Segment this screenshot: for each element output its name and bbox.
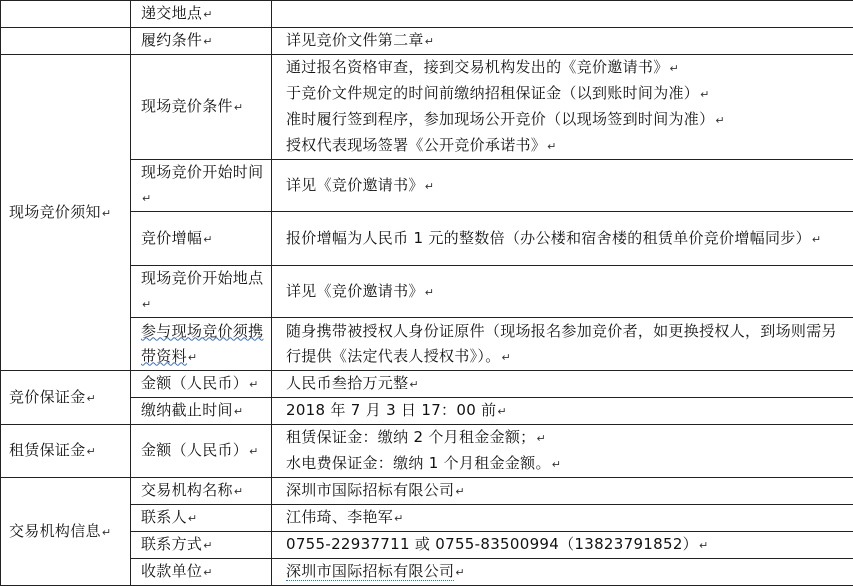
paragraph-mark-icon: ↵ (233, 485, 244, 498)
label-cell (131, 371, 272, 398)
paragraph-mark-icon: ↵ (424, 285, 435, 299)
paragraph-mark-icon: ↵ (101, 525, 112, 539)
paragraph-mark-icon: ↵ (101, 206, 112, 220)
paragraph-mark-icon: ↵ (142, 298, 152, 311)
label-cell (131, 505, 272, 532)
paragraph-mark-icon: ↵ (86, 391, 97, 405)
label-cell (131, 212, 272, 266)
paragraph-mark-icon: ↵ (551, 458, 562, 471)
value-cell (272, 532, 853, 559)
paragraph-mark-icon: ↵ (698, 539, 709, 552)
section-cell-empty (1, 28, 131, 55)
section-cell-onsite (1, 55, 131, 371)
table-row (1, 1, 853, 28)
paragraph-mark-icon: ↵ (700, 88, 710, 101)
bid-deadline-value: 2018 年 7 月 3 日 17：00 前 (286, 401, 497, 419)
bid-deadline-label: 缴纳截止时间 (141, 401, 233, 419)
lease-amount-label: 金额（人民币） (141, 441, 249, 459)
label-cell (131, 532, 272, 559)
paragraph-mark-icon: ↵ (394, 512, 404, 525)
paragraph-mark-icon: ↵ (203, 35, 213, 48)
start-time-label: 现场竞价开始时间 (141, 163, 264, 181)
paragraph-mark-icon: ↵ (669, 62, 680, 75)
paragraph-mark-icon: ↵ (142, 192, 152, 205)
performance-label: 履约条件 (141, 31, 203, 49)
value-cell (272, 1, 853, 28)
table-row (1, 371, 853, 398)
section-cell-empty (1, 1, 131, 28)
phone-label: 联系方式 (141, 535, 203, 553)
submit-location-label: 递交地点 (141, 4, 203, 22)
label-cell (131, 318, 272, 371)
start-location-value: 详见《竞价邀请书》 (286, 281, 424, 300)
bid-amount-label: 金额（人民币） (141, 374, 249, 392)
condition-line: 于竞价文件规定的时间前缴纳招租保证金（以到账时间为准）↵ (286, 84, 710, 102)
paragraph-mark-icon: ↵ (187, 350, 198, 364)
table-row (1, 55, 853, 160)
value-cell (272, 28, 853, 55)
paragraph-mark-icon: ↵ (501, 350, 512, 364)
section-cell-agency (1, 478, 131, 586)
paragraph-mark-icon: ↵ (811, 232, 822, 246)
value-cell (272, 371, 853, 398)
start-location-label: 现场竞价开始地点 (141, 269, 264, 287)
table-row (1, 478, 853, 505)
contacts-label: 联系人 (141, 508, 187, 526)
paragraph-mark-icon: ↵ (409, 378, 419, 391)
value-cell (272, 212, 853, 266)
paragraph-mark-icon: ↵ (249, 445, 259, 458)
label-cell (131, 478, 272, 505)
table-row (1, 425, 853, 478)
section-cell-lease-deposit (1, 425, 131, 478)
value-cell (272, 505, 853, 532)
agency-section-label: 交易机构信息 (9, 521, 101, 540)
increment-label: 竞价增幅 (141, 228, 203, 247)
paragraph-mark-icon: ↵ (424, 35, 435, 48)
paragraph-mark-icon: ↵ (424, 179, 435, 193)
lease-deposit-section-label: 租赁保证金 (9, 441, 86, 459)
condition-line: 通过报名资格审查，接到交易机构发出的《竞价邀请书》↵ (286, 58, 680, 76)
onsite-conditions-label: 现场竞价条件 (141, 97, 233, 115)
paragraph-mark-icon: ↵ (547, 140, 557, 153)
label-cell (131, 266, 272, 318)
paragraph-mark-icon: ↵ (536, 432, 547, 445)
label-cell (131, 559, 272, 586)
paragraph-mark-icon: ↵ (249, 378, 259, 391)
label-cell (131, 160, 272, 212)
increment-value: 报价增幅为人民币 1 元的整数倍（办公楼和宿舍楼的租赁单价竞价增幅同步） (286, 228, 811, 247)
phone-value: 0755-22937711 或 0755-83500994（13823791852） (286, 535, 698, 553)
value-cell (272, 160, 853, 212)
paragraph-mark-icon: ↵ (455, 485, 465, 498)
value-cell (272, 318, 853, 371)
onsite-section-label: 现场竞价须知 (9, 202, 101, 221)
value-cell (272, 266, 853, 318)
paragraph-mark-icon: ↵ (203, 232, 213, 246)
value-cell (272, 425, 853, 478)
label-cell (131, 425, 272, 478)
condition-line: 授权代表现场签署《公开竞价承诺书》↵ (286, 136, 557, 154)
paragraph-mark-icon: ↵ (233, 405, 244, 418)
value-cell (272, 55, 853, 160)
contacts-value: 江伟琦、李艳军 (286, 508, 394, 526)
label-cell (131, 28, 272, 55)
table-row (1, 28, 853, 55)
value-cell (272, 398, 853, 425)
agency-name-label: 交易机构名称 (141, 481, 233, 499)
label-cell (131, 398, 272, 425)
payee-label: 收款单位 (141, 562, 203, 580)
bid-amount-value: 人民币叁拾万元整 (286, 374, 409, 392)
value-cell (272, 478, 853, 505)
agency-name-value: 深圳市国际招标有限公司 (286, 481, 455, 499)
paragraph-mark-icon: ↵ (203, 8, 213, 21)
label-cell (131, 1, 272, 28)
lease-line: 水电费保证金：缴纳 1 个月租金金额。↵ (286, 454, 562, 472)
documents-value: 随身携带被授权人身份证原件（现场报名参加竞价者，如更换授权人，到场则需另行提供《法定代表人授权书》）。 (286, 321, 837, 365)
bid-deposit-section-label: 竞价保证金 (9, 387, 86, 406)
documents-label: 参与现场竞价须携带资料 (141, 321, 264, 365)
paragraph-mark-icon: ↵ (187, 512, 198, 525)
start-time-value: 详见《竞价邀请书》 (286, 175, 424, 194)
condition-line: 准时履行签到程序，参加现场公开竞价（以现场签到时间为准）↵ (286, 110, 725, 128)
performance-value: 详见竞价文件第二章 (286, 31, 424, 49)
payee-value: 深圳市国际招标有限公司 (286, 562, 455, 580)
label-cell (131, 55, 272, 160)
paragraph-mark-icon: ↵ (715, 114, 725, 127)
paragraph-mark-icon: ↵ (497, 405, 507, 418)
paragraph-mark-icon: ↵ (455, 566, 465, 579)
paragraph-mark-icon: ↵ (233, 101, 244, 114)
lease-line: 租赁保证金：缴纳 2 个月租金金额；↵ (286, 428, 547, 446)
paragraph-mark-icon: ↵ (203, 566, 213, 579)
paragraph-mark-icon: ↵ (203, 539, 213, 552)
section-cell-bid-deposit (1, 371, 131, 425)
paragraph-mark-icon: ↵ (86, 445, 97, 458)
value-cell (272, 559, 853, 586)
